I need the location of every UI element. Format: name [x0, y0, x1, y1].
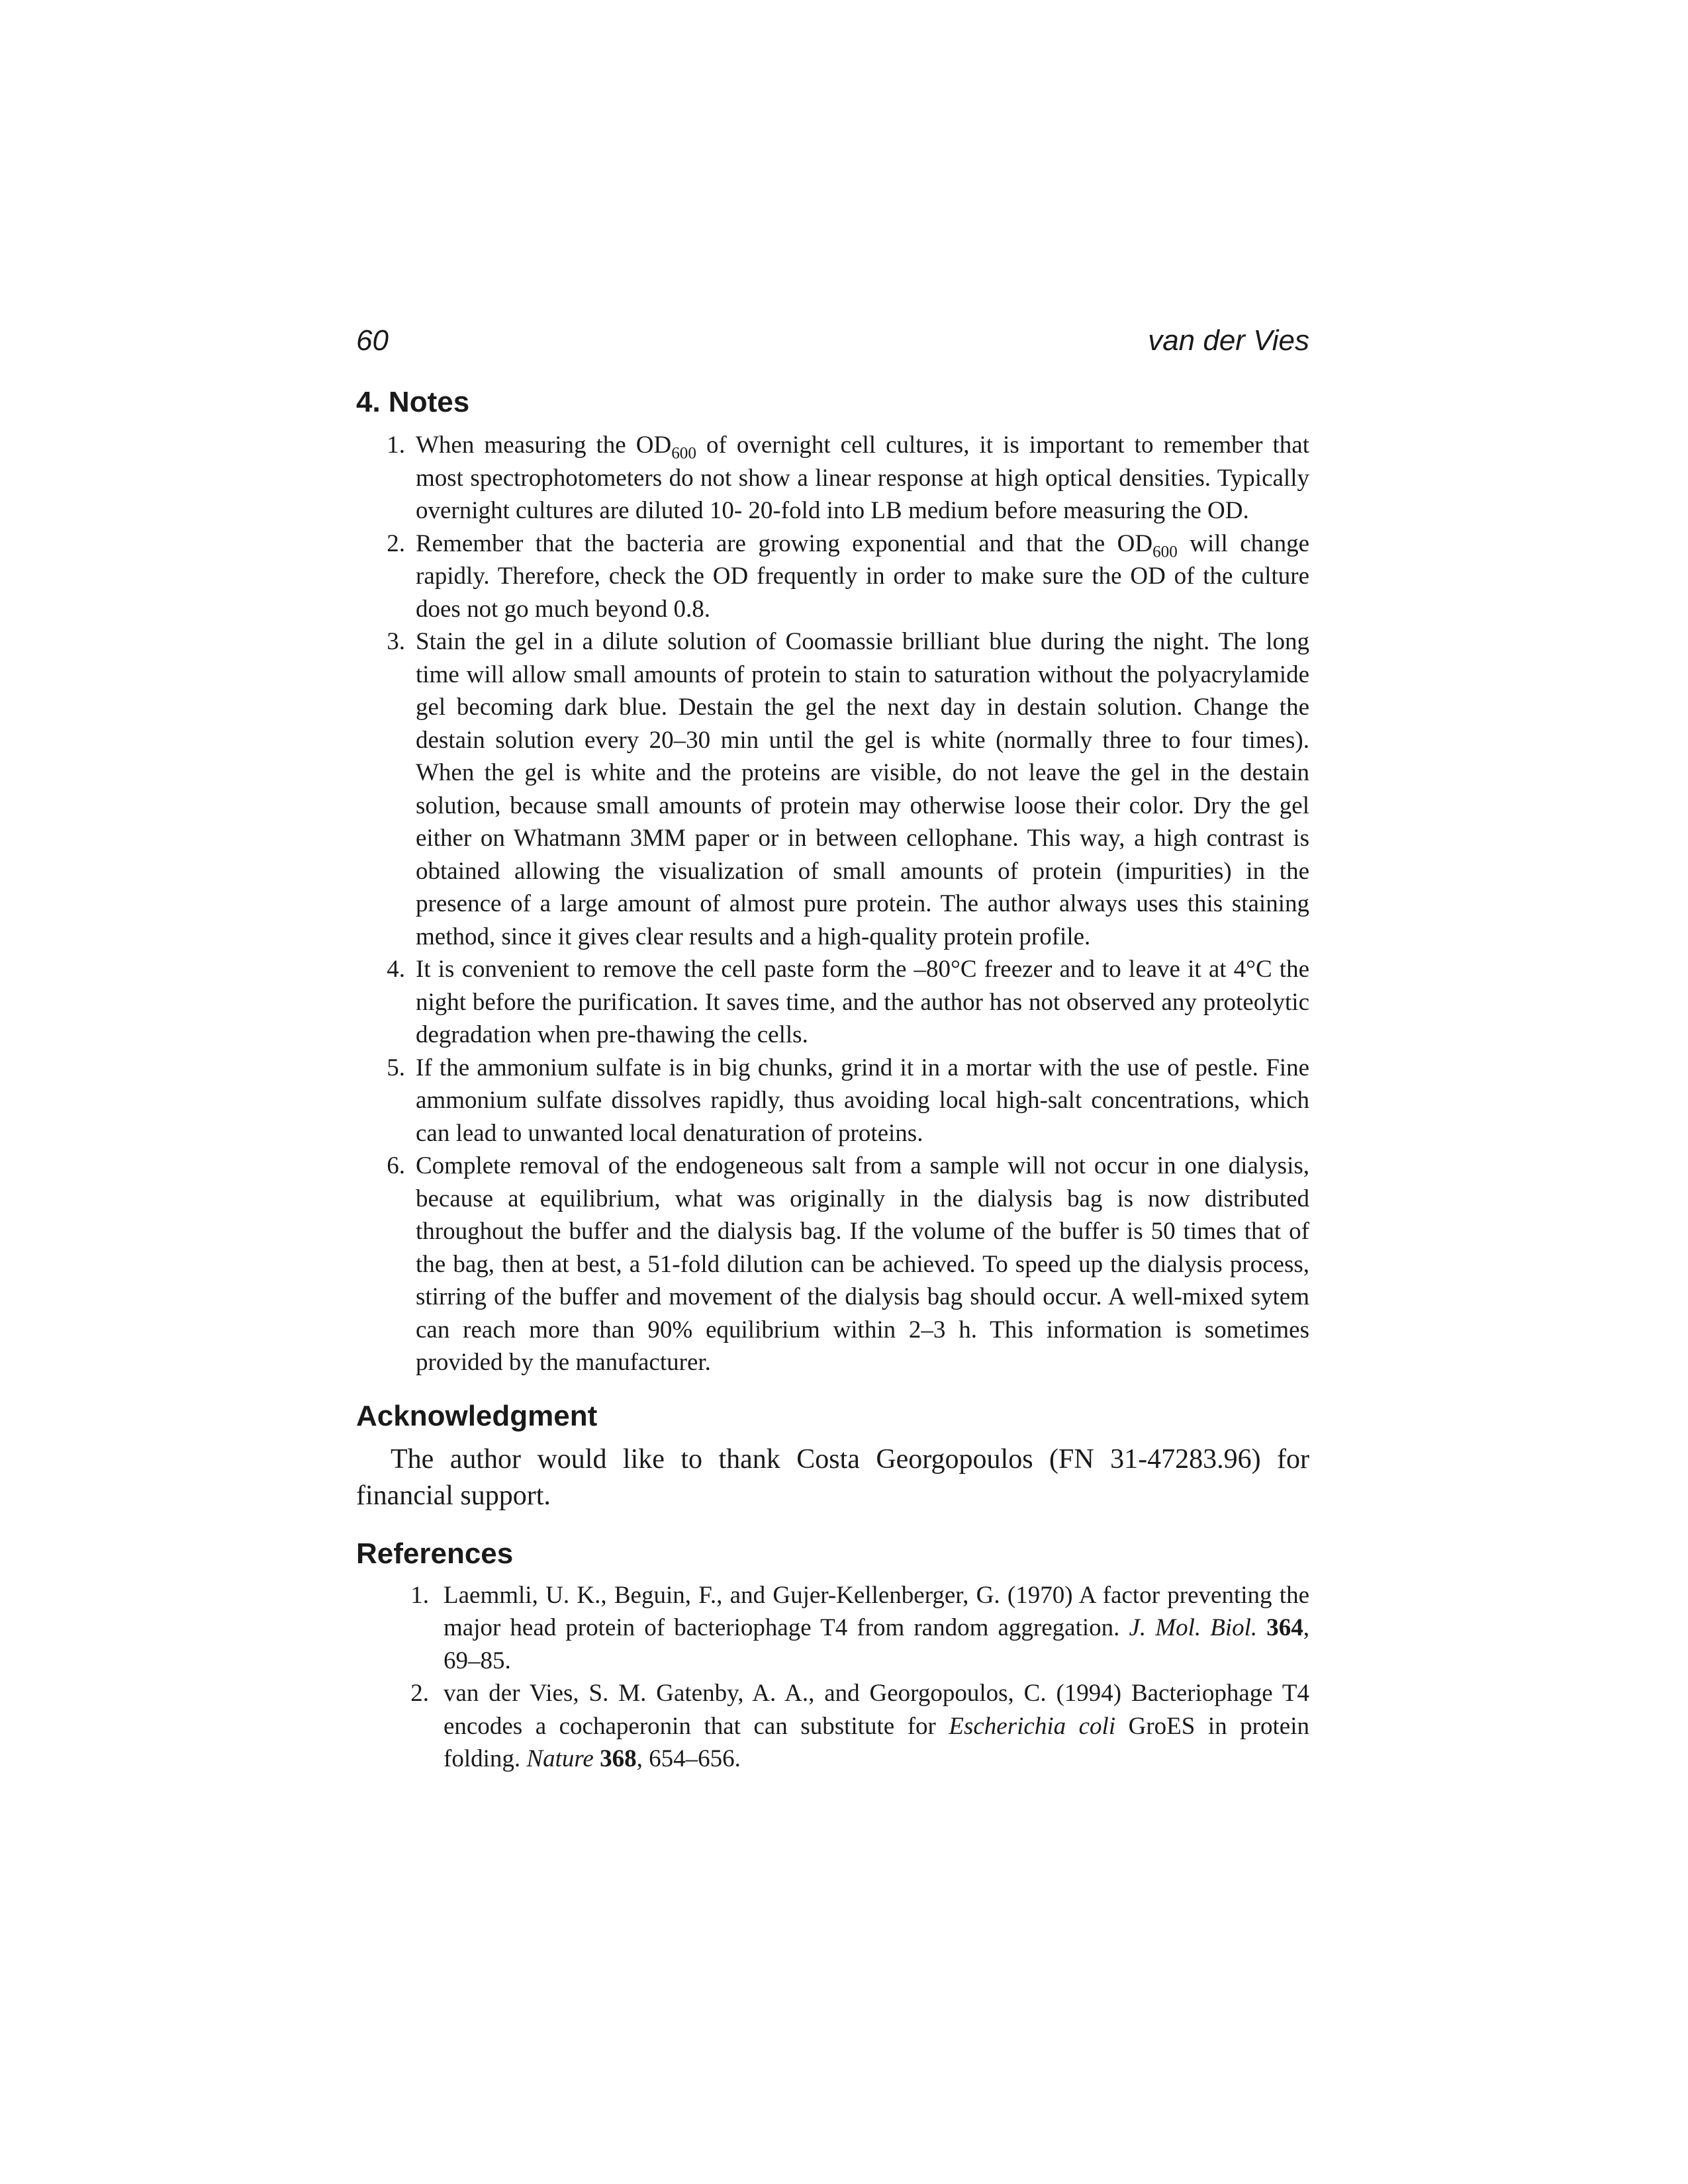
note-number: 1. [387, 432, 405, 459]
note-item: 6. Complete removal of the endogeneous salt from a sample will not occur in one dialysis, because at equilibrium, what was originally in the dialysis bag is now distributed throughout the buffer and the dialysis bag. If the volume of the buffer is 50 times that of the bag, then at best, a 51-fold dilution can be achieved. To speed up the dialysis process, stirring of the buffer and movement of the dialysis bag should occur. A well-mixed sytem can reach more than 90% equilibrium within 2–3 h. This information is sometimes provided by the manufacturer. [356, 1150, 1309, 1379]
note-number: 4. [387, 956, 405, 983]
running-head [356, 318, 1309, 364]
reference-volume: 364 [1266, 1614, 1303, 1641]
notes-heading: 4. Notes [356, 386, 470, 418]
note-item: 3. Stain the gel in a dilute solution of Coomassie brilliant blue during the night. The long time will allow small amounts of protein to stain to saturation without the polyacrylamide gel becoming dark blue. Destain the gel the next day in destain solution. Change the destain solution every 20–30 min until the gel is white (normally three to four times). When the gel is white and the proteins are visible, do not leave the gel in the destain solution, because small amounts of protein may otherwise loose their color. Dry the gel either on Whatmann 3MM paper or in between cellophane. This way, a high contrast is obtained allowing the visualization of small amounts of protein (impurities) in the presence of a large amount of almost pure protein. The author always uses this staining method, since it gives clear results and a high-quality protein profile. [356, 625, 1309, 953]
reference-item: 1. Laemmli, U. K., Beguin, F., and Gujer-Kellenberger, G. (1970) A factor preventing the major head protein of bacteriophage T4 from random aggregation. J. Mol. Biol. 364, 69–85. [356, 1579, 1309, 1678]
references-heading: References [356, 1537, 514, 1570]
reference-number: 2. [410, 1680, 429, 1707]
running-head-author: van der Vies [1148, 324, 1309, 357]
reference-number: 1. [410, 1581, 429, 1609]
note-number: 2. [387, 529, 405, 557]
reference-journal: Nature [526, 1745, 594, 1772]
note-item: 5. If the ammonium sulfate is in big chunks, grind it in a mortar with the use of pestle. Fine ammonium sulfate dissolves rapidly, thus avoiding local high-salt concentrations, which can lead to unwanted local denaturation of proteins. [356, 1052, 1309, 1150]
acknowledgment-text: The author would like to thank Costa Georgopoulos (FN 31-47283.96) for financial support. [356, 1443, 1309, 1511]
note-number: 5. [387, 1054, 405, 1081]
reference-journal: J. Mol. Biol. [1129, 1614, 1258, 1641]
notes-list [356, 429, 1309, 1379]
note-item: 1. When measuring the $OD_{600}$ of overnight cell cultures, it is important to remember that most spectrophotometers do not show a linear response at high optical densities. Typically overnight cultures are diluted 10- 20-fold into LB medium before measuring the OD. [356, 429, 1309, 527]
reference-volume: 368 [600, 1745, 637, 1772]
references-list [356, 1579, 1309, 1776]
page-number: 60 [356, 324, 389, 357]
note-number: 3. [387, 628, 405, 655]
reference-item: 2. van der Vies, S. M. Gatenby, A. A., and Georgopoulos, C. (1994) Bacteriophage T4 encodes a cochaperonin that can substitute for Escherichia coli GroES in protein folding. Nature 368, 654–656. [356, 1677, 1309, 1776]
note-item: 4. It is convenient to remove the cell paste form the –80°C freezer and to leave it at 4°C the night before the purification. It saves time, and the author has not observed any proteolytic degradation when pre-thawing the cells. [356, 953, 1309, 1052]
acknowledgment-heading: Acknowledgment [356, 1399, 598, 1432]
page [356, 318, 1309, 1776]
note-number: 6. [387, 1152, 405, 1179]
note-item: 2. Remember that the bacteria are growing exponential and that the $OD_{600}$ will change rapidly. Therefore, check the OD frequently in order to make sure the OD of the culture does not go much beyond 0.8. [356, 527, 1309, 626]
reference-species: Escherichia coli [949, 1712, 1116, 1740]
